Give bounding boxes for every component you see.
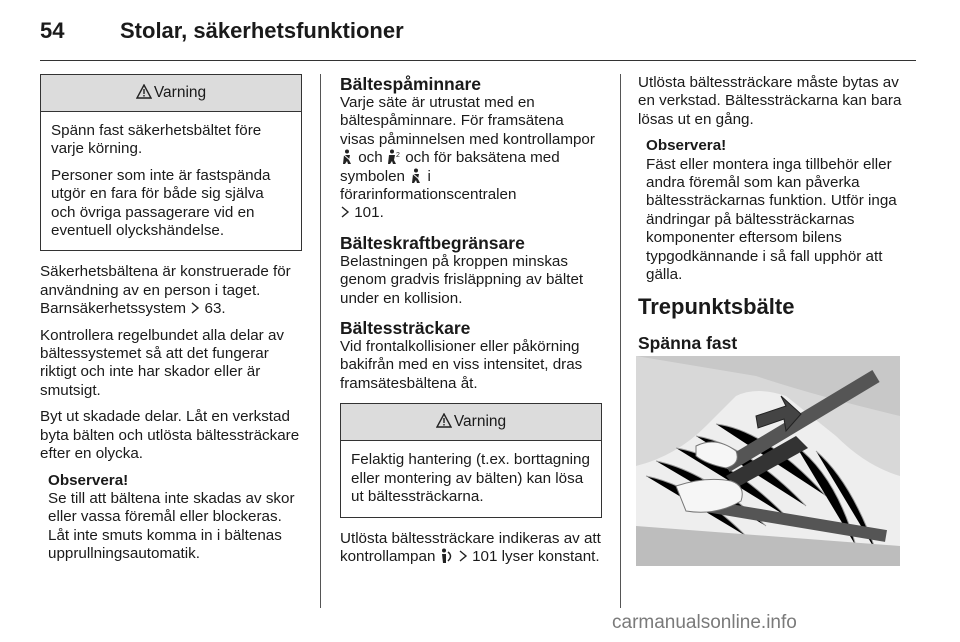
paragraph: Utlösta bältessträckare måste bytas av en verkstad. Bältessträckarna kan bara lösas ut en gång. <box>638 74 902 128</box>
page-reference-icon <box>340 206 350 218</box>
airbag-warning-icon <box>440 548 454 564</box>
section-heading: Bältessträckare <box>340 318 471 339</box>
paragraph: Kontrollera regelbundet alla delar av bältessystemet så att det fungerar riktigt och inte har skador eller är smutsigt. <box>40 326 285 399</box>
column-divider-2 <box>620 74 621 608</box>
warning-paragraph: Personer som inte är fastspända utgör en fara för både sig själva och övriga passagerare vid en eventuell olyckshändelse. <box>51 166 271 240</box>
warning-title: Varning <box>153 84 207 101</box>
sub-heading: Spänna fast <box>638 333 738 354</box>
warning-triangle-icon <box>436 413 452 428</box>
chapter-heading: Trepunktsbälte <box>638 294 795 320</box>
page-number: 54 <box>40 18 65 43</box>
note-title: Observera! <box>646 137 727 155</box>
warning-body <box>341 441 601 516</box>
warning-header <box>341 404 601 441</box>
section-heading: Bältespåminnare <box>340 74 482 94</box>
note-text: Se till att bältena inte skadas av skor eller vassa föremål eller blockeras. Låt inte smuts komma in i bältenas upprullningsautomatik. <box>48 489 295 563</box>
section-reminder <box>340 74 602 223</box>
warning-title: Varning <box>453 413 507 431</box>
note-block <box>638 137 902 284</box>
warning-header <box>41 75 301 112</box>
warning-triangle-icon <box>136 84 152 99</box>
svg-text:2: 2 <box>395 152 400 160</box>
section-limiter <box>340 233 602 308</box>
rear-seatbelt-icon <box>387 149 401 165</box>
warning-paragraph: Felaktig hantering (t.ex. borttagning eller montering av bälten) kan lösa ut bältessträckarna. <box>351 451 590 506</box>
paragraph: Säkerhetsbältena är konstruerade för användning av en person i taget. Barnsäkerhetssystem 63. <box>40 263 291 318</box>
page-reference-icon <box>458 550 468 562</box>
warning-paragraph: Spänn fast säkerhetsbältet före varje körning. <box>51 122 262 158</box>
column-2 <box>340 74 602 574</box>
column-1 <box>40 74 302 564</box>
paragraph: Utlösta bältessträckare indikeras av att kontrollampan 101 lyser konstant. <box>340 529 601 565</box>
warning-box-2 <box>340 403 602 517</box>
note-block <box>40 472 302 564</box>
column-divider-1 <box>320 74 321 608</box>
header-rule <box>40 60 916 61</box>
watermark: carmanualsonline.info <box>612 612 797 633</box>
note-text: Fäst eller montera inga tillbehör eller andra föremål som kan påverka bältessträckarnas funktion. Utför inga ändringar på bältessträckarnas komponenter eftersom bilens typgodkännande i så fall upphör att gälla. <box>646 155 897 284</box>
page-title: Stolar, säkerhetsfunktioner <box>120 18 404 43</box>
note-title: Observera! <box>48 471 129 489</box>
paragraph: Byt ut skadade delar. Låt en verkstad byta bälten och utlösta bältessträckare efter en olycka. <box>40 408 300 463</box>
buckle-illustration-icon <box>636 356 900 566</box>
warning-body <box>41 112 301 250</box>
seatbelt-icon <box>409 168 423 184</box>
section-text: Varje säte är utrustat med en bältespåminnare. För framsätena visas påminnelsen med kontrollampor och 2 och för baksätena med symbolen i förarinformationscentralen 101. <box>340 94 595 222</box>
section-tensioner <box>340 318 602 393</box>
seatbelt-illustration <box>636 356 900 566</box>
page-reference-icon <box>190 302 200 314</box>
section-heading: Bälteskraftbegränsare <box>340 232 525 253</box>
section-text: Vid frontalkollisioner eller påkörning bakifrån med en viss intensitet, dras framsätesbältena åt. <box>340 338 583 392</box>
seatbelt-icon <box>340 149 354 165</box>
section-text: Belastningen på kroppen minskas genom gradvis frisläppning av bältet under en kollision. <box>340 252 584 307</box>
column-3 <box>638 74 902 363</box>
warning-box-1 <box>40 74 302 251</box>
page-header <box>40 18 920 58</box>
